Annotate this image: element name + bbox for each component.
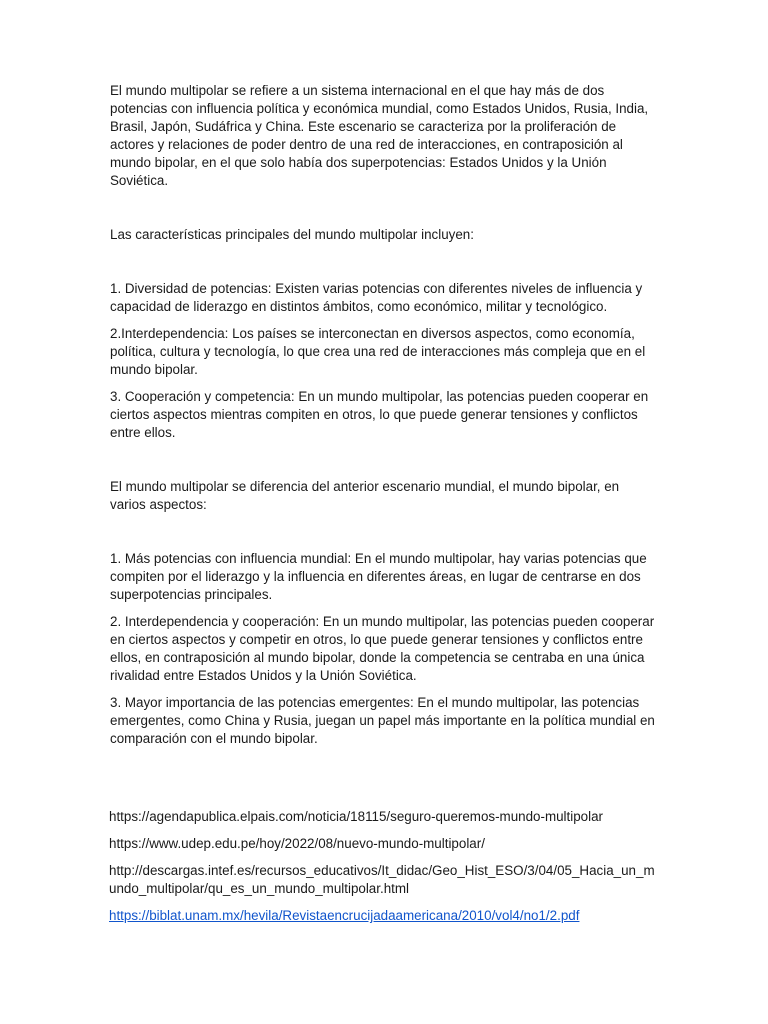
characteristic-item: 2.Interdependencia: Los países se interconectan en diversos aspectos, como economía, política, cultura y tecnología, lo que crea una red de interacciones más compleja que en el mundo bipolar. xyxy=(110,326,646,377)
difference-item: 2. Interdependencia y cooperación: En un mundo multipolar, las potencias pueden cooperar en ciertos aspectos y competir en otros, lo que puede generar tensiones y conflictos entre ellos, en contraposición al mundo bipolar, donde la competencia se centraba en una única rivalidad entre Estados Unidos y la Unión Soviética. xyxy=(110,614,655,683)
references-list xyxy=(110,808,658,925)
difference-item: 1. Más potencias con influencia mundial: En el mundo multipolar, hay varias potencias que compiten por el liderazgo y la influencia en diferentes áreas, en lugar de centrarse en dos superpotencias principales. xyxy=(110,551,647,602)
differences-heading: El mundo multipolar se diferencia del anterior escenario mundial, el mundo bipolar, en varios aspectos: xyxy=(110,479,620,512)
reference-link[interactable]: https://biblat.unam.mx/hevila/Revistaencrucijadaamericana/2010/vol4/no1/2.pdf xyxy=(109,908,580,923)
reference-url: http://descargas.intef.es/recursos_educativos/It_didac/Geo_Hist_ESO/3/04/05_Hacia_un_mundo_multipolar/qu_es_un_mundo_multipolar.html xyxy=(109,863,655,896)
reference-url: https://www.udep.edu.pe/hoy/2022/08/nuevo-mundo-multipolar/ xyxy=(109,836,485,851)
characteristic-item: 3. Cooperación y competencia: En un mundo multipolar, las potencias pueden cooperar en ciertos aspectos mientras compiten en otros, lo que puede generar tensiones y conflictos entre ellos. xyxy=(110,389,649,440)
characteristics-heading: Las características principales del mundo multipolar incluyen: xyxy=(110,227,474,242)
difference-item: 3. Mayor importancia de las potencias emergentes: En el mundo multipolar, las potencias emergentes, como China y Rusia, juegan un papel más importante en la política mundial en comparación con el mundo bipolar. xyxy=(110,695,655,746)
intro-paragraph: El mundo multipolar se refiere a un sistema internacional en el que hay más de dos potencias con influencia política y económica mundial, como Estados Unidos, Rusia, India, Brasil, Japón, Sudáfrica y China. Este escenario se caracteriza por la proliferación de actores y relaciones de poder dentro de una red de interacciones, en contraposición al mundo bipolar, en el que solo había dos superpotencias: Estados Unidos y la Unión Soviética. xyxy=(110,83,649,188)
characteristic-item: 1. Diversidad de potencias: Existen varias potencias con diferentes niveles de influencia y capacidad de liderazgo en distintos ámbitos, como económico, militar y tecnológico. xyxy=(110,281,643,314)
reference-url: https://agendapublica.elpais.com/noticia/18115/seguro-queremos-mundo-multipolar xyxy=(109,809,604,824)
